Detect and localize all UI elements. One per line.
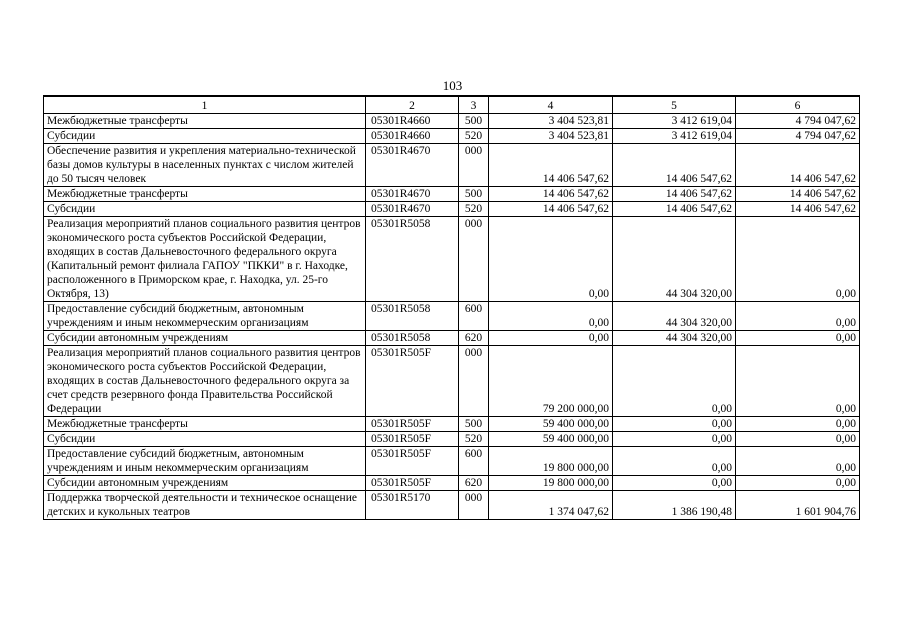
row-type-cell: 520: [459, 129, 489, 144]
row-name-cell: Предоставление субсидий бюджетным, автономным учреждениям и иным некоммерческим организациям: [44, 447, 366, 476]
row-code-cell: 05301R505F: [366, 476, 459, 491]
table-row: [44, 217, 860, 302]
row-value-col6: 0,00: [736, 417, 860, 432]
table-row: [44, 129, 860, 144]
row-value-col4: 1 374 047,62: [489, 491, 613, 520]
row-value-col5: 44 304 320,00: [613, 302, 736, 331]
row-value-col6: 0,00: [736, 302, 860, 331]
row-value-col5: 0,00: [613, 346, 736, 417]
row-name-cell: Субсидии автономным учреждениям: [44, 476, 366, 491]
row-name-cell: Предоставление субсидий бюджетным, автономным учреждениям и иным некоммерческим организациям: [44, 302, 366, 331]
row-value-col4: 19 800 000,00: [489, 447, 613, 476]
row-value-col4: 14 406 547,62: [489, 144, 613, 187]
header-col-3: 3: [459, 96, 489, 114]
row-type-cell: 600: [459, 302, 489, 331]
row-value-col5: 14 406 547,62: [613, 144, 736, 187]
header-col-5: 5: [613, 96, 736, 114]
row-value-col5: 0,00: [613, 447, 736, 476]
row-code-cell: 05301R4670: [366, 187, 459, 202]
row-value-col6: 4 794 047,62: [736, 114, 860, 129]
table-row: [44, 187, 860, 202]
header-col-4: 4: [489, 96, 613, 114]
table-row: [44, 447, 860, 476]
row-value-col5: 44 304 320,00: [613, 331, 736, 346]
row-value-col6: 0,00: [736, 476, 860, 491]
row-type-cell: 620: [459, 476, 489, 491]
row-name-cell: Реализация мероприятий планов социального развития центров экономического роста субъектов Российской Федерации, входящих в состав Дальневосточного федерального округа (Капитальный ремонт филиала ГАПОУ "ПККИ" в г. Находке, расположенного в Приморском крае, г. Находка, ул. 25-го Октября, 13): [44, 217, 366, 302]
row-name-cell: Межбюджетные трансферты: [44, 187, 366, 202]
row-value-col4: 14 406 547,62: [489, 187, 613, 202]
row-code-cell: 05301R4660: [366, 129, 459, 144]
row-name-cell: Обеспечение развития и укрепления материально-технической базы домов культуры в населенных пунктах с числом жителей до 50 тысяч человек: [44, 144, 366, 187]
row-value-col4: 0,00: [489, 331, 613, 346]
row-code-cell: 05301R505F: [366, 346, 459, 417]
row-code-cell: 05301R5058: [366, 331, 459, 346]
row-type-cell: 000: [459, 346, 489, 417]
header-col-6: 6: [736, 96, 860, 114]
table-row: [44, 114, 860, 129]
row-type-cell: 500: [459, 417, 489, 432]
table-row: [44, 144, 860, 187]
row-value-col4: 14 406 547,62: [489, 202, 613, 217]
table-row: [44, 331, 860, 346]
row-value-col4: 19 800 000,00: [489, 476, 613, 491]
row-code-cell: 05301R5170: [366, 491, 459, 520]
budget-table: [43, 95, 860, 520]
row-type-cell: 520: [459, 202, 489, 217]
header-col-2: 2: [366, 96, 459, 114]
header-col-1: 1: [44, 96, 366, 114]
budget-table-body: [44, 96, 860, 520]
row-value-col4: 0,00: [489, 217, 613, 302]
row-type-cell: 600: [459, 447, 489, 476]
row-value-col4: 3 404 523,81: [489, 129, 613, 144]
row-value-col5: 14 406 547,62: [613, 202, 736, 217]
row-value-col5: 3 412 619,04: [613, 129, 736, 144]
row-type-cell: 500: [459, 187, 489, 202]
table-row: [44, 432, 860, 447]
row-value-col6: 4 794 047,62: [736, 129, 860, 144]
row-code-cell: 05301R4660: [366, 114, 459, 129]
row-value-col5: 1 386 190,48: [613, 491, 736, 520]
row-code-cell: 05301R505F: [366, 432, 459, 447]
row-value-col5: 0,00: [613, 432, 736, 447]
page-number: 103: [442, 78, 463, 93]
row-code-cell: 05301R5058: [366, 302, 459, 331]
row-code-cell: 05301R505F: [366, 447, 459, 476]
row-value-col5: 14 406 547,62: [613, 187, 736, 202]
row-name-cell: Субсидии: [44, 202, 366, 217]
row-name-cell: Субсидии автономным учреждениям: [44, 331, 366, 346]
row-code-cell: 05301R4670: [366, 202, 459, 217]
row-value-col6: 1 601 904,76: [736, 491, 860, 520]
row-value-col4: 59 400 000,00: [489, 417, 613, 432]
table-row: [44, 346, 860, 417]
row-value-col6: 14 406 547,62: [736, 187, 860, 202]
row-name-cell: Поддержка творческой деятельности и техническое оснащение детских и кукольных театров: [44, 491, 366, 520]
row-value-col6: 14 406 547,62: [736, 144, 860, 187]
row-code-cell: 05301R5058: [366, 217, 459, 302]
row-value-col6: 0,00: [736, 447, 860, 476]
row-name-cell: Межбюджетные трансферты: [44, 417, 366, 432]
row-type-cell: 620: [459, 331, 489, 346]
row-value-col6: 0,00: [736, 346, 860, 417]
row-code-cell: 05301R4670: [366, 144, 459, 187]
row-type-cell: 000: [459, 491, 489, 520]
row-value-col5: 0,00: [613, 476, 736, 491]
row-value-col6: 14 406 547,62: [736, 202, 860, 217]
row-type-cell: 000: [459, 217, 489, 302]
row-type-cell: 520: [459, 432, 489, 447]
row-value-col6: 0,00: [736, 217, 860, 302]
row-value-col5: 3 412 619,04: [613, 114, 736, 129]
row-name-cell: Реализация мероприятий планов социального развития центров экономического роста субъектов Российской Федерации, входящих в состав Дальневосточного федерального округа за счет средств резервного фонда Правительства Российской Федерации: [44, 346, 366, 417]
table-row: [44, 202, 860, 217]
table-row: [44, 476, 860, 491]
row-value-col4: 3 404 523,81: [489, 114, 613, 129]
row-value-col4: 0,00: [489, 302, 613, 331]
row-value-col4: 79 200 000,00: [489, 346, 613, 417]
row-name-cell: Субсидии: [44, 129, 366, 144]
table-row: [44, 302, 860, 331]
table-header-row: [44, 96, 860, 114]
row-name-cell: Межбюджетные трансферты: [44, 114, 366, 129]
row-type-cell: 500: [459, 114, 489, 129]
row-value-col5: 0,00: [613, 417, 736, 432]
table-row: [44, 417, 860, 432]
row-value-col6: 0,00: [736, 331, 860, 346]
row-code-cell: 05301R505F: [366, 417, 459, 432]
row-name-cell: Субсидии: [44, 432, 366, 447]
row-type-cell: 000: [459, 144, 489, 187]
row-value-col5: 44 304 320,00: [613, 217, 736, 302]
row-value-col4: 59 400 000,00: [489, 432, 613, 447]
table-row: [44, 491, 860, 520]
row-value-col6: 0,00: [736, 432, 860, 447]
